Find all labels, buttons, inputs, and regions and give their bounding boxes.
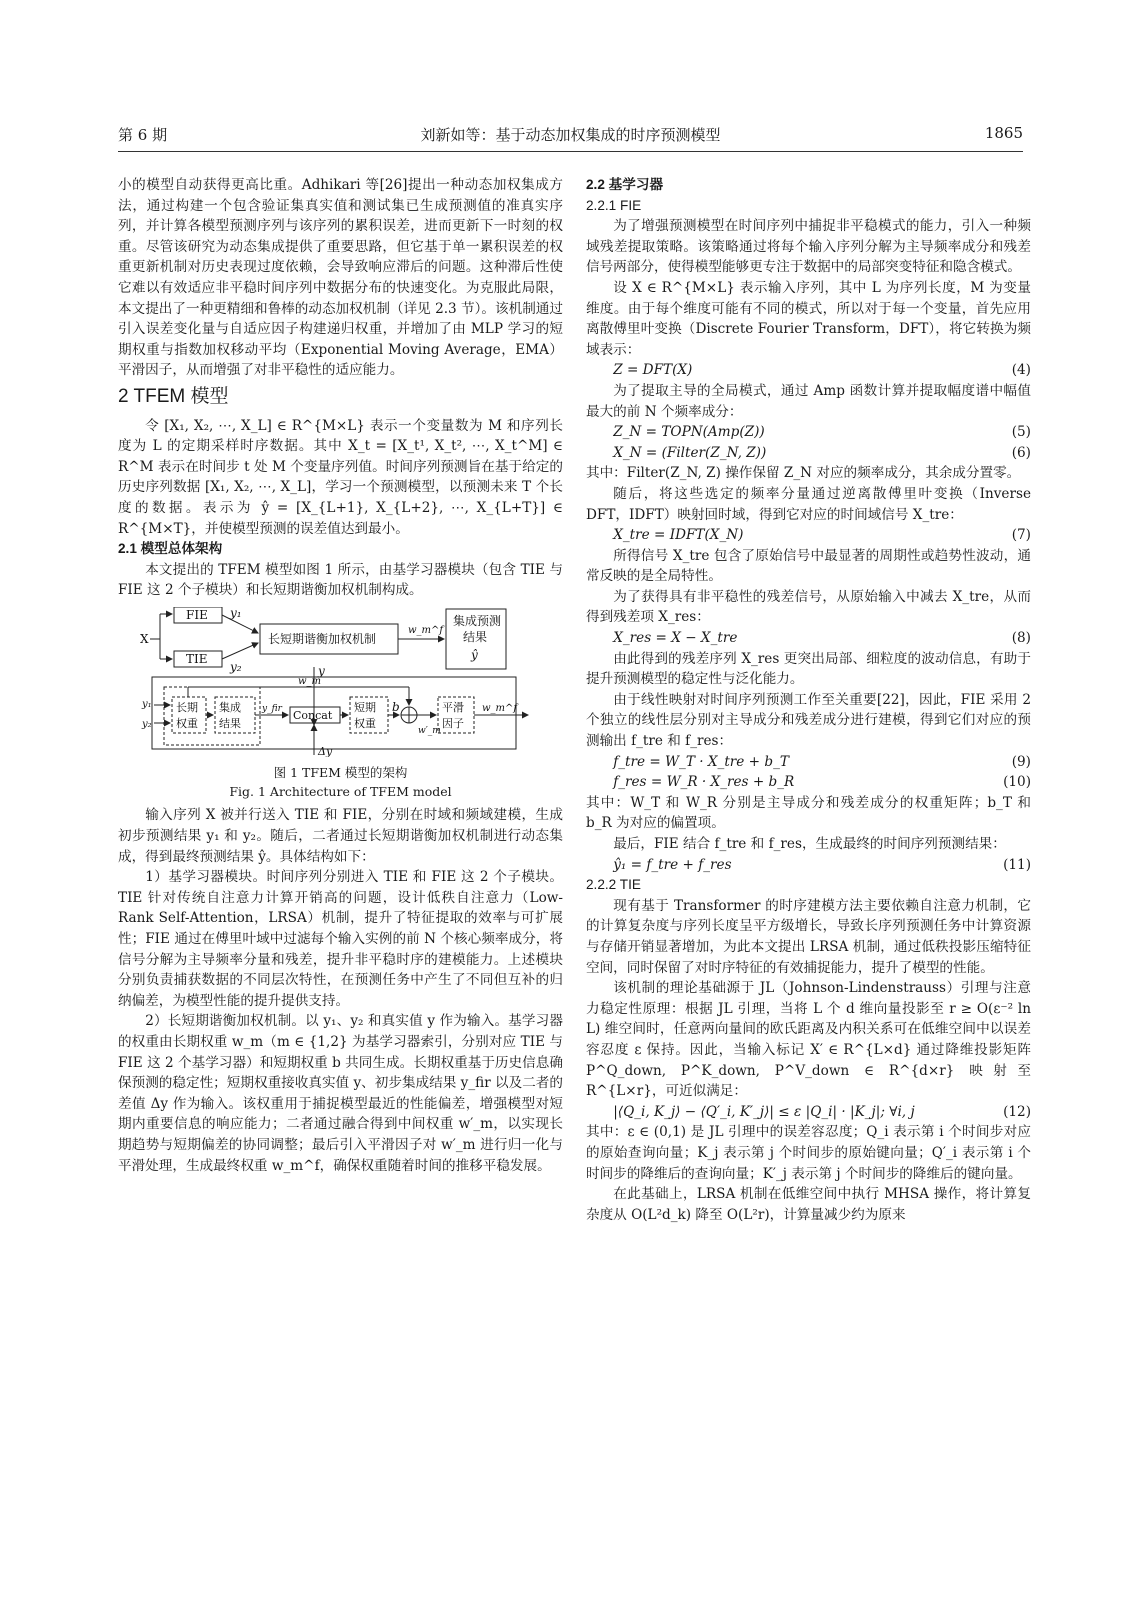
- paragraph: 本文提出的 TFEM 模型如图 1 所示，由基学习器模块（包含 TIE 与 FIE 这 2 个子模块）和长短期谐衡加权机制构成。: [118, 561, 563, 599]
- equation-body: Z = DFT(X): [613, 362, 693, 379]
- figure-caption-en: Fig. 1 Architecture of TFEM model: [229, 784, 452, 800]
- figure-caption-cn: 图 1 TFEM 模型的架构: [273, 765, 408, 781]
- equation-number: (11): [1003, 856, 1031, 873]
- diag-y1: y₁: [230, 606, 242, 620]
- paragraph: 令 [X₁, X₂, ⋯, X_L] ∈ R^{M×L} 表示一个变量数为 M 和序列长度为 L 的定期采样时序数据。其中 X_t = [X_t¹, X_t², ⋯, X_t^M] ∈ R^M 表示在时间步 t 处 M 个变量序列值。时间序列预测旨在基于给定的历史序列数据 [X₁, X₂, ⋯, X_L]，学习一个预测模型，以预测未来 T 个长度的数据。表示为 ŷ = [X_{L+1}, X_{L+2}, ⋯, X_{L+T}] ∈ R^{M×T}，并使模型预测的误差值达到最小。: [118, 417, 563, 537]
- diag-wmf2: w_m^f: [482, 702, 518, 714]
- subsubsection-heading: 2.2.1 FIE: [586, 197, 642, 213]
- paragraph: 最后，FIE 结合 f_tre 和 f_res，生成最终的时间序列预测结果：: [613, 836, 1006, 852]
- diag-long-1: 长期: [176, 700, 198, 714]
- diag-result-2: 结果: [463, 629, 488, 644]
- equation-body: |⟨Q_i, K_j⟩ − ⟨Q′_i, K′_j⟩| ≤ ε |Q_i| · |K_j|; ∀i, j: [613, 1103, 915, 1120]
- equation-body: Z_N = TOPN(Amp(Z)): [613, 424, 765, 441]
- diag-long-2: 权重: [176, 716, 198, 730]
- figure-1: [118, 607, 563, 802]
- equation-8: [586, 628, 1031, 649]
- diag-ens-1: 集成: [219, 700, 241, 714]
- equation-number: (8): [1011, 630, 1031, 647]
- paragraph: 其中：W_T 和 W_R 分别是主导成分和残差成分的权重矩阵；b_T 和 b_R 为对应的偏置项。: [586, 794, 1031, 832]
- equation-number: (12): [1003, 1103, 1031, 1120]
- diag-smooth-1: 平滑: [442, 700, 464, 714]
- architecture-diagram: [118, 607, 563, 757]
- equation-12: [586, 1102, 1031, 1123]
- equation-number: (9): [1011, 753, 1031, 770]
- diag-short-1: 短期: [354, 700, 376, 714]
- equation-body: f_res = W_R · X_res + b_R: [613, 774, 795, 791]
- diag-y2b: y₂: [142, 718, 152, 730]
- paragraph: 在此基础上，LRSA 机制在低维空间中执行 MHSA 操作，将计算复杂度从 O(L²d_k) 降至 O(L²r)，计算量减少约为原来: [586, 1186, 1031, 1223]
- paragraph: 由于线性映射对时间序列预测工作至关重要[22]，因此，FIE 采用 2 个独立的线性层分别对主导成分和残差成分进行建模，得到它们对应的预测输出 f_tre 和 f_res：: [586, 691, 1031, 750]
- header-rule: [118, 151, 1023, 152]
- equation-number: (6): [1011, 444, 1031, 461]
- paragraph: 为了提取主导的全局模式，通过 Amp 函数计算并提取幅度谱中幅值最大的前 N 个频率成分：: [586, 382, 1031, 420]
- paragraph: 随后，将这些选定的频率分量通过逆离散傅里叶变换（Inverse DFT，IDFT）映射回时域，得到它对应的时间域信号 X_tre：: [586, 485, 1031, 523]
- paragraph: 2）长短期谐衡加权机制。以 y₁、y₂ 和真实值 y 作为输入。基学习器的权重由长期权重 w_m（m ∈ {1,2} 为基学习器索引，分别对应 TIE 与 FIE 这 2 个基学习器）和短期权重 b 共同生成。长期权重基于历史信息确保预测的稳定性；短期权重接收真实值 y、初步集成结果 y_fir 以及二者的差值 Δy 作为输入。该权重用于捕捉模型最近的性能偏差，增强模型对短期内重要信息的响应能力；二者通过融合得到中间权重 w′_m，以实现长期趋势与短期偏差的协同调整；最后引入平滑因子对 w′_m 进行归一化与平滑处理，生成最终权重 w_m^f，确保权重随着时间的推移平稳发展。: [118, 1013, 563, 1174]
- equation-body: X_tre = IDFT(X_N): [613, 527, 744, 544]
- diag-y: y: [318, 663, 325, 678]
- diag-dy: Δy: [318, 744, 333, 757]
- diag-ens-2: 结果: [219, 716, 241, 730]
- paragraph: 输入序列 X 被并行送入 TIE 和 FIE，分别在时域和频域建模，生成初步预测结果 y₁ 和 y₂。随后，二者通过长短期谐衡加权机制进行动态集成，得到最终预测结果 ŷ。具体结构如下：: [118, 807, 563, 865]
- diag-x: X: [140, 631, 149, 646]
- paragraph: 其中：ε ∈ (0,1) 是 JL 引理中的误差容忍度；Q_i 表示第 i 个时间步对应的原始查询向量；K_j 表示第 j 个时间步的原始键向量；Q′_i 表示第 i 个时间步的降维后的查询向量；K′_j 表示第 j 个时间步的降维后的键向量。: [586, 1124, 1031, 1182]
- diag-yfir: y_fir: [262, 703, 282, 714]
- diag-wmf: w_m^f: [408, 624, 444, 636]
- paragraph: 该机制的理论基础源于 JL（Johnson-Lindenstrauss）引理与注意力稳定性原理：根据 JL 引理，当将 L 个 d 维向量投影至 r ≥ O(ε⁻² ln L) 维空间时，任意两向量间的欧氏距离及内积关系可在低维空间中以误差容忍度 ε 保持。因此，当输入标记 X′ ∈ R^{L×d} 通过降维投影矩阵 P^Q_down, P^K_down, P^V_down ∈ R^{d×r} 映射至 R^{L×r}，可近似满足：: [586, 980, 1031, 1100]
- running-title: 刘新如等：基于动态加权集成的时序预测模型: [420, 126, 721, 144]
- page-header: [118, 124, 1023, 150]
- subsection-heading: 2.1 模型总体架构: [118, 541, 223, 557]
- paragraph: 设 X ∈ R^{M×L} 表示输入序列，其中 L 为序列长度，M 为变量维度。由于每个维度可能有不同的模式，所以对于每一个变量，首先应用离散傅里叶变换（Discrete Fourier Transform，DFT），将它转换为频域表示：: [586, 279, 1031, 358]
- equation-4: [586, 360, 1031, 381]
- equation-number: (10): [1003, 774, 1031, 791]
- paragraph: 为了增强预测模型在时间序列中捕捉非平稳模式的能力，引入一种频域残差提取策略。该策略通过将每个输入序列分解为主导频率成分和残差信号两部分，使得模型能够更专注于数据中的局部突变特征和隐含模式。: [586, 218, 1031, 276]
- paragraph: 为了获得具有非平稳性的残差信号，从原始输入中减去 X_tre，从而得到残差项 X_res：: [586, 588, 1031, 626]
- issue-number: 第 6 期: [118, 126, 168, 144]
- diag-wmp: w′_m: [418, 725, 441, 736]
- page-number: 1865: [984, 124, 1023, 142]
- diag-smooth-2: 因子: [442, 716, 464, 730]
- equation-11: [586, 855, 1031, 876]
- paragraph: 小的模型自动获得更高比重。Adhikari 等[26]提出一种动态加权集成方法，通过构建一个包含验证集真实值和测试集已生成预测值的准真实序列，并计算各模型预测序列与该序列的累积误差，进而更新下一时刻的权重。尽管该研究为动态集成提供了重要思路，但它基于单一累积误差的权重更新机制对历史表现过度依赖，会导致响应滞后的问题。这种滞后性使它难以有效适应非平稳时间序列中数据分布的快速变化。为克服此局限，本文提出了一种更精细和鲁棒的动态加权机制（详见 2.3 节）。该机制通过引入误差变化量与自适应因子构建递归权重，并增加了由 MLP 学习的短期权重与指数加权移动平均（Exponential Moving Average，EMA）平滑因子，从而增强了对非平稳性的适应能力。: [118, 177, 563, 379]
- diag-short-2: 权重: [354, 716, 376, 730]
- equation-6: [586, 443, 1031, 464]
- diag-b: b: [392, 699, 400, 714]
- equation-number: (5): [1011, 424, 1031, 441]
- diag-tie: TIE: [186, 651, 208, 666]
- paragraph: 其中：Filter(Z_N, Z) 操作保留 Z_N 对应的频率成分，其余成分置零。: [586, 465, 1021, 482]
- equation-body: f_tre = W_T · X_tre + b_T: [613, 753, 789, 770]
- equation-5: [586, 422, 1031, 443]
- diag-result-3: ŷ: [471, 647, 478, 662]
- equation-number: (4): [1011, 362, 1031, 379]
- diag-y1b: y₁: [142, 698, 152, 710]
- diag-y2: y₂: [230, 659, 242, 674]
- left-column: [118, 175, 563, 1176]
- diag-concat: Concat: [293, 708, 333, 722]
- equation-body: X_N = (Filter(Z_N, Z)): [613, 444, 767, 461]
- equation-9: [586, 752, 1031, 773]
- section-heading: 2 TFEM 模型: [118, 385, 229, 407]
- subsection-heading: 2.2 基学习器: [586, 177, 664, 192]
- subsubsection-heading: 2.2.2 TIE: [586, 877, 641, 893]
- diag-result-1: 集成预测: [453, 613, 502, 628]
- paragraph: 1）基学习器模块。时间序列分别进入 TIE 和 FIE 这 2 个子模块。TIE 针对传统自注意力计算开销高的问题，设计低秩自注意力（Low-Rank Self-Attention，LRSA）机制，提升了特征提取的效率与可扩展性；FIE 通过在傅里叶域中过滤每个输入实例的前 N 个核心频率成分，将信号分解为主导频率分量和残差，提升非平稳时序的建模能力。上述模块分别负责捕获数据的不同层次特性，在预测任务中产生了不同但互补的归纳偏差，为模型性能的提升提供支持。: [118, 869, 563, 1009]
- diag-fie: FIE: [186, 607, 208, 622]
- equation-number: (7): [1011, 527, 1031, 544]
- right-column: [586, 175, 1031, 1225]
- paragraph: 由此得到的残差序列 X_res 更突出局部、细粒度的波动信息，有助于提升预测模型的稳定性与泛化能力。: [586, 650, 1031, 688]
- equation-7: [586, 525, 1031, 546]
- equation-body: X_res = X − X_tre: [613, 630, 738, 647]
- diag-mechanism: 长短期谐衡加权机制: [268, 631, 377, 646]
- paragraph: 现有基于 Transformer 的时序建模方法主要依赖自注意力机制，它的计算复杂度与序列长度呈平方级增长，导致长序列预测任务中计算资源与存储开销显著增加，为此本文提出 LRSA 机制，通过低秩投影压缩特征空间，同时保留了对时序特征的有效捕捉能力，提升了模型的性能。: [586, 897, 1031, 976]
- equation-10: [586, 772, 1031, 793]
- paragraph: 所得信号 X_tre 包含了原始信号中最显著的周期性或趋势性波动，通常反映的是全局特性。: [586, 547, 1031, 585]
- equation-body: ŷ₁ = f_tre + f_res: [613, 856, 732, 873]
- diag-wm: w_m: [298, 675, 322, 687]
